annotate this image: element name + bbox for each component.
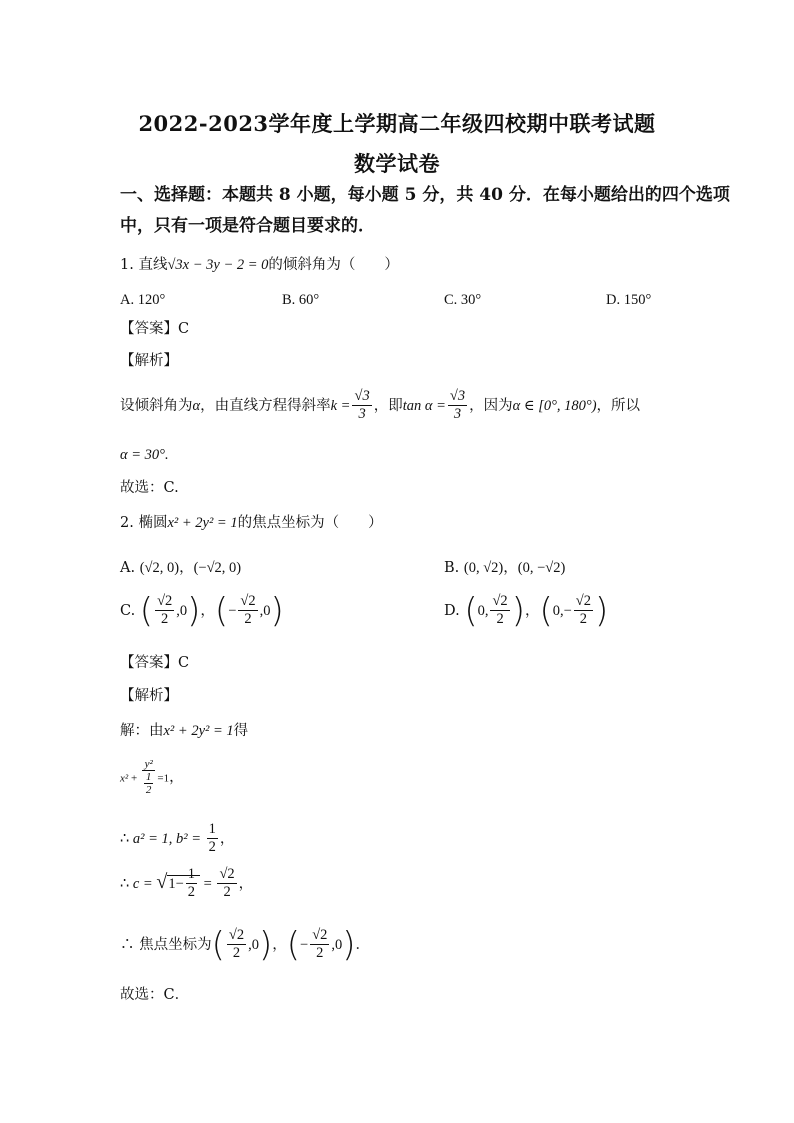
q1-choice: 故选：C.	[120, 480, 179, 496]
q1-solution-line1: 设倾斜角为α，由直线方程得斜率k = $\frac{√3}{3}$ ，即tan α = $\frac{√3}{3}$ ，因为α ∈ [0°, 180°)，所以	[120, 388, 641, 422]
question-1-stem	[120, 258, 399, 273]
q2-option-a: A. (√2, 0)，(−√2, 0)	[120, 560, 242, 576]
section-instructions-line2: 中，只有一项是符合题目要求的．	[120, 216, 375, 236]
q2-option-c: C. ( $\frac{√2}{2}$ ,0)，(− $\frac{√2}{2}$ ,0)	[120, 591, 284, 632]
q1-option-b: B. 60°	[282, 292, 320, 308]
q2-analysis-label: 【解析】	[120, 688, 178, 704]
section-instructions-line1: 一、选择题：本题共 8 小题，每小题 5 分，共 40 分．在每小题给出的四个选项	[120, 185, 730, 205]
question-2-stem: 2. 椭圆x² + 2y² = 1的焦点坐标为（ ）	[120, 515, 383, 531]
q1-option-a: A. 120°	[120, 292, 166, 308]
q2-answer: 【答案】C	[120, 655, 190, 671]
q2-solution-line1: 解：由x² + 2y² = 1得	[120, 723, 249, 739]
q2-solution-line3: ∴ a² = 1, b² = $\frac{1}{2}$ ，	[120, 821, 235, 855]
q1-option-c: C. 30°	[444, 292, 482, 308]
q2-solution-line4: ∴ c = √1− $\frac{1}{2}$ = $\frac{√2}{2}$ ，	[120, 866, 254, 900]
exam-subtitle: 数学试卷	[354, 151, 440, 176]
q2-option-d: D. (0, $\frac{√2}{2}$ )，(0,− $\frac{√2}{2}$ )	[444, 591, 609, 632]
q1-equation: √3x − 3y − 2 = 0	[167, 257, 269, 273]
q2-solution-line2: x² + $\frac{\text{y²}}{\frac{1}{2}}$ =1，	[120, 758, 184, 797]
q1-solution-result: α = 30°.	[120, 447, 169, 463]
q1-analysis-label: 【解析】	[120, 353, 178, 369]
exam-title: 2022-2023学年度上学期高二年级四校期中联考试题	[138, 111, 656, 136]
q1-answer: 【答案】C	[120, 321, 190, 337]
q2-choice: 故选：C．	[120, 987, 190, 1003]
q1-suffix: 的倾斜角为（ ）	[268, 257, 399, 273]
q2-solution-line5: ∴ 焦点坐标为( $\frac{√2}{2}$ ,0)，(− $\frac{√2}{2}$ ,0)．	[120, 925, 371, 966]
q1-option-d: D. 150°	[606, 292, 652, 308]
q2-option-b: B. (0, √2)，(0, −√2)	[444, 560, 566, 576]
q1-prefix: 1. 直线	[120, 257, 168, 273]
